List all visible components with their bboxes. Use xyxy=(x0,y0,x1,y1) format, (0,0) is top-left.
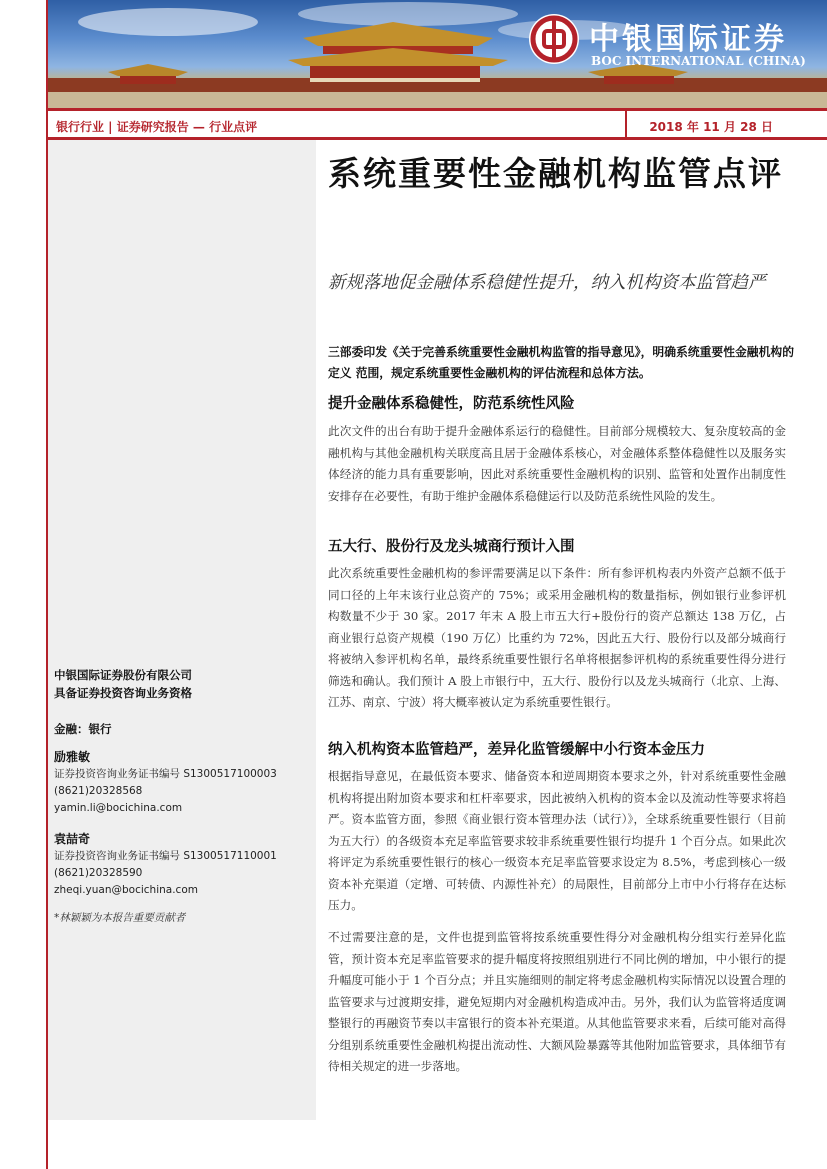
page-title: 系统重要性金融机构监管点评 xyxy=(328,154,783,193)
breadcrumb: 银行行业 | 证券研究报告 — 行业点评 xyxy=(56,120,258,134)
brand-name-en: BOC INTERNATIONAL (CHINA) xyxy=(591,54,806,68)
analyst-email[interactable]: yamin.li@bocichina.com xyxy=(54,802,183,814)
boc-logo-icon xyxy=(529,14,579,64)
qualification: 具备证券投资咨询业务资格 xyxy=(54,686,192,700)
sidebar xyxy=(48,140,316,1120)
page-subtitle: 新规落地促金融体系稳健性提升，纳入机构资本监管趋严 xyxy=(328,273,766,293)
analyst-email[interactable]: zheqi.yuan@bocichina.com xyxy=(54,884,198,896)
header-bar xyxy=(48,108,827,140)
company-name: 中银国际证券股份有限公司 xyxy=(54,668,192,682)
header-divider xyxy=(625,111,627,137)
header-banner xyxy=(48,0,827,108)
analyst-phone: (8621)20328568 xyxy=(54,785,143,797)
analyst-phone: (8621)20328590 xyxy=(54,867,143,879)
section-paragraph: 此次文件的出台有助于提升金融体系运行的稳健性。目前部分规模较大、复杂度较高的金融机构与其他金融机构关联度高且居于金融体系核心，对金融体系整体稳健性以及服务实体经济的能力具有重要影响，因此对系统重要性金融机构的识别、监管和处置作出制度性安排存在必要性，有助于维护金融体系稳健运行以及防范系统性风险的发生。 xyxy=(328,424,786,503)
section-paragraph: 根据指导意见，在最低资本要求、储备资本和逆周期资本要求之外，针对系统重要性金融机构将提出附加资本要求和杠杆率要求，因此被纳入机构的资本金以及流动性等要求将趋严。资本监管方面，参照《商业银行资本管理办法（试行）》，全球系统重要性银行（目前为五大行）的各级资本充足率监管要求较非系统重要性银行均提升 1 个百分点。如果此次将评定为系统重要性银行的核心一级资本充足率监管要求设定为 8.5%，考虑到核心一级资本补充渠道（定增、可转债、内源性补充）的局限性，目前部分上市中小行将存在达标压力。 xyxy=(328,769,786,912)
section-paragraph: 此次系统重要性金融机构的参评需要满足以下条件：所有参评机构表内外资产总额不低于同口径的上年末该行业总资产的 75%；或采用金融机构的数量指标，例如银行业参评机构数量不少于 30 家。2017 年末 A 股上市五大行+股份行的资产总额达 138 万亿，占商业银行总资产规模（190 万亿）比重约为 72%，因此五大行、股份行以及部分城商行将被纳入参评机构名单，最终系统重要性银行名单将根据参评机构的系统重要性得分进行筛选和确认。我们预计 A 股上市银行中，五大行、股份行以及龙头城商行（北京、上海、江苏、南京、宁波）将大概率被认定为系统重要性银行。 xyxy=(328,566,786,709)
left-rule xyxy=(0,0,48,1169)
summary: 三部委印发《关于完善系统重要性金融机构监管的指导意见》，明确系统重要性金融机构的定义 范围，规定系统重要性金融机构的评估流程和总体方法。 xyxy=(328,345,794,380)
analyst-cert: 证券投资咨询业务证书编号 S1300517110001 xyxy=(54,850,277,862)
contributor-note: *林颖颖为本报告重要贡献者 xyxy=(54,912,186,924)
section-paragraph: 不过需要注意的是，文件也提到监管将按系统重要性得分对金融机构分组实行差异化监管，预计资本充足率监管要求的提升幅度将按照组别进行不同比例的增加，中小银行的提升幅度可能小于 1 个百分点；并且实施细则的制定将考虑金融机构实际情况以设置合理的监管要求与过渡期安排，避免短期内对金融机构造成冲击。另外，我们认为监管将适度调整银行的再融资节奏以丰富银行的资本补充渠道。从其他监管要求来看，后续可能对高得分组别系统重要性金融机构提出流动性、大额风险暴露等其他附加监管要求，具体细节有待相关规定的进一步落地。 xyxy=(328,930,786,1073)
analyst-cert: 证券投资咨询业务证书编号 S1300517100003 xyxy=(54,768,277,780)
section-heading: 五大行、股份行及龙头城商行预计入围 xyxy=(328,539,575,555)
sector-label: 金融：银行 xyxy=(54,722,112,736)
analyst-name: 袁喆奇 xyxy=(54,832,91,846)
brand-logo xyxy=(529,14,809,74)
brand-name-cn: 中银国际证券 xyxy=(589,22,787,57)
report-date: 2018 年 11 月 28 日 xyxy=(649,120,773,134)
analyst-name: 励雅敏 xyxy=(54,750,91,764)
section-heading: 提升金融体系稳健性，防范系统性风险 xyxy=(328,396,575,412)
section-heading: 纳入机构资本监管趋严，差异化监管缓解中小行资本金压力 xyxy=(328,742,705,758)
